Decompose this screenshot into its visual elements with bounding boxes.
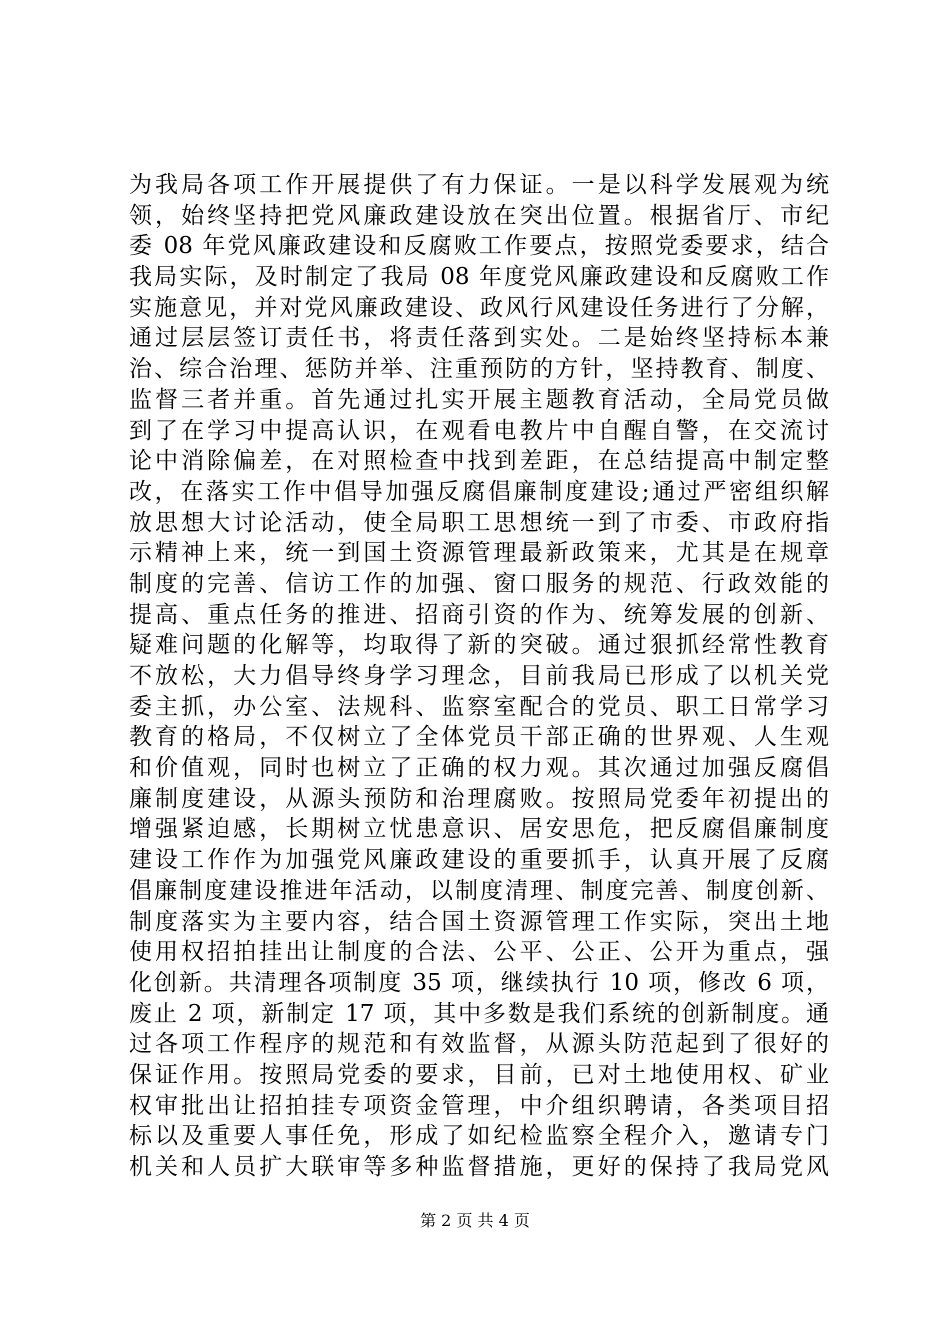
text-line: 监督三者并重。首先通过扎实开展主题教育活动，全局党员做 bbox=[129, 386, 829, 413]
text-line: 制度的完善、信访工作的加强、窗口服务的规范、行政效能的 bbox=[129, 570, 829, 597]
text-line: 建设工作作为加强党风廉政建设的重要抓手，认真开展了反腐 bbox=[129, 847, 829, 874]
text-line: 和价值观，同时也树立了正确的权力观。其次通过加强反腐倡 bbox=[129, 755, 829, 782]
text-line: 增强紧迫感，长期树立忧患意识、居安思危，把反腐倡廉制度 bbox=[129, 816, 829, 843]
text-line: 实施意见，并对党风廉政建设、政风行风建设任务进行了分解， bbox=[129, 294, 829, 321]
text-line: 废止 2 项，新制定 17 项，其中多数是我们系统的创新制度。通 bbox=[129, 1000, 829, 1027]
page-footer: 第 2 页 共 4 页 bbox=[420, 1211, 530, 1230]
text-line: 到了在学习中提高认识，在观看电教片中自醒自警，在交流讨 bbox=[129, 417, 829, 444]
text-line: 权审批出让招拍挂专项资金管理，中介组织聘请，各类项目招 bbox=[129, 1092, 829, 1119]
text-line: 机关和人员扩大联审等多种监督措施，更好的保持了我局党风 bbox=[129, 1154, 829, 1180]
text-line: 不放松，大力倡导终身学习理念，目前我局已形成了以机关党 bbox=[129, 663, 829, 689]
text-line: 放思想大讨论活动，使全局职工思想统一到了市委、市政府指 bbox=[129, 509, 829, 536]
text-line: 教育的格局，不仅树立了全体党员干部正确的世界观、人生观 bbox=[129, 724, 829, 751]
text-line: 改，在落实工作中倡导加强反腐倡廉制度建设;通过严密组织解 bbox=[129, 478, 829, 505]
text-line: 使用权招拍挂出让制度的合法、公平、公正、公开为重点，强 bbox=[129, 939, 829, 966]
body-paragraph bbox=[129, 170, 829, 1183]
text-line: 疑难问题的化解等，均取得了新的突破。通过狠抓经常性教育 bbox=[129, 632, 829, 659]
text-line: 委 08 年党风廉政建设和反腐败工作要点，按照党委要求，结合 bbox=[129, 233, 829, 260]
text-line: 提高、重点任务的推进、招商引资的作为、统筹发展的创新、 bbox=[129, 601, 829, 628]
text-line: 标以及重要人事任免，形成了如纪检监察全程介入，邀请专门 bbox=[129, 1123, 829, 1150]
text-line: 制度落实为主要内容，结合国土资源管理工作实际，突出土地 bbox=[129, 908, 829, 935]
text-line: 为我局各项工作开展提供了有力保证。一是以科学发展观为统 bbox=[129, 172, 829, 198]
text-line: 领，始终坚持把党风廉政建设放在突出位置。根据省厅、市纪 bbox=[129, 202, 829, 229]
text-line: 通过层层签订责任书，将责任落到实处。二是始终坚持标本兼 bbox=[129, 325, 829, 352]
text-line: 委主抓，办公室、法规科、监察室配合的党员、职工日常学习 bbox=[129, 693, 829, 720]
text-line: 过各项工作程序的规范和有效监督，从源头防范起到了很好的 bbox=[129, 1031, 829, 1058]
text-line: 倡廉制度建设推进年活动，以制度清理、制度完善、制度创新、 bbox=[129, 877, 829, 904]
text-line: 化创新。共清理各项制度 35 项，继续执行 10 项，修改 6 项， bbox=[129, 969, 829, 996]
text-line: 我局实际，及时制定了我局 08 年度党风廉政建设和反腐败工作 bbox=[129, 264, 829, 291]
text-line: 保证作用。按照局党委的要求，目前，已对土地使用权、矿业 bbox=[129, 1061, 829, 1088]
text-line: 治、综合治理、惩防并举、注重预防的方针，坚持教育、制度、 bbox=[129, 356, 829, 383]
text-line: 示精神上来，统一到国土资源管理最新政策来，尤其是在规章 bbox=[129, 540, 829, 567]
text-line: 廉制度建设，从源头预防和治理腐败。按照局党委年初提出的 bbox=[129, 785, 829, 812]
text-line: 论中消除偏差，在对照检查中找到差距，在总结提高中制定整 bbox=[129, 448, 829, 475]
